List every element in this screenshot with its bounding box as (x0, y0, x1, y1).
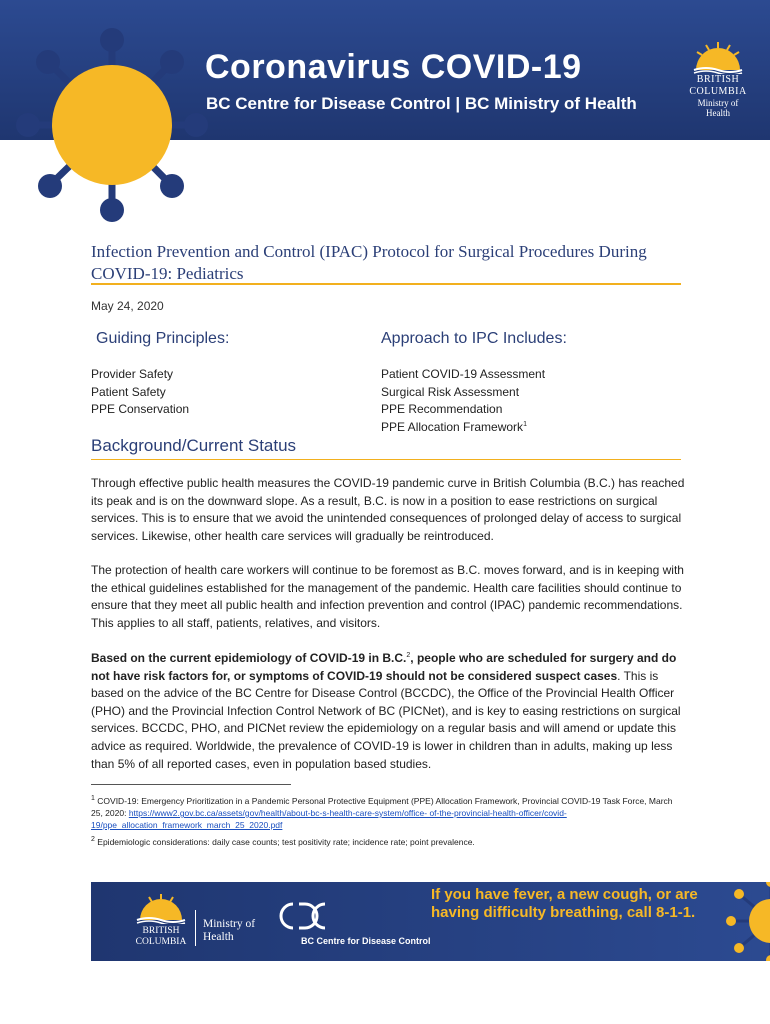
list-item: Provider Safety (91, 367, 174, 381)
background-divider (91, 459, 681, 460)
paragraph: Through effective public health measures the COVID-19 pandemic curve in British Columbia (B.C.) has reached its peak and is on the downward slope. As a result, B.C. is now in a position to ease restrictions on surgical services. This is to ensure that we avoid the unintended consequences of prolonged delay of access to surgical services. Likewise, other health care services will gradually be reintroduced. (91, 476, 685, 543)
footnote-number: 1 (91, 795, 95, 803)
ministry-line: Ministry of (203, 918, 256, 930)
sun-icon (686, 40, 750, 74)
approach-heading: Approach to IPC Includes: (381, 330, 567, 347)
footnote-number: 2 (91, 836, 95, 844)
footnote (91, 836, 681, 848)
footnote-text: COVID-19: Emergency Prioritization in a Pandemic Personal Protective Equipment (PPE) Allocation Framework, Provincial COVID-19 Task Force, March 25, 2020: (91, 796, 673, 818)
list-item: Patient COVID-19 Assessment (381, 367, 546, 381)
footer-logo-british: BRITISH (142, 926, 180, 936)
logo-text-columbia: COLUMBIA (689, 86, 747, 97)
approach-list (381, 366, 545, 436)
paragraph-text: . This is based on the advice of the BC Centre for Disease Control (BCCDC), the Office of the Provincial Health Officer (PHO) and the Provincial Infection Control Network of BC (PICNet), and is key to easing restrictions on surgical services. BCCDC, PHO, and PICNet review the epidemiology on a regular basis and will amend or update this advice as required. Worldwide, the prevalence of COVID-19 is lower in children than in adults, making up less than 5% of all reported cases, even in population based studies. (91, 668, 681, 771)
banner-subtitle: BC Centre for Disease Control | BC Ministry of Health (206, 94, 637, 113)
list-item: Surgical Risk Assessment (381, 384, 520, 399)
footer-divider (195, 910, 196, 946)
footnote-ref[interactable]: 1 (523, 420, 527, 428)
logo-text-ministry: Ministry of (697, 98, 739, 108)
list-item-text: PPE Allocation Framework (381, 419, 524, 434)
background-heading: Background/Current Status (91, 436, 297, 455)
footnote-divider (91, 784, 291, 785)
document-date: May 24, 2020 (91, 299, 164, 313)
logo-text-british: BRITISH (696, 74, 740, 85)
title-divider (91, 283, 681, 285)
paragraph: The protection of health care workers will continue to be foremost as B.C. moves forward, and is in keeping with the ethical guidelines established for the management of the pandemic. Health care facilities should continue to ensure that they meet all public health and infection prevention and control (IPAC) pandemic recommendations. This applies to all staff, patients, relatives, and visitors. (91, 563, 684, 630)
banner-title: Coronavirus COVID-19 (205, 48, 582, 86)
ministry-line: Health (203, 931, 234, 943)
coronavirus-icon (0, 0, 230, 235)
call-811-message (431, 886, 698, 922)
footnote-ref[interactable]: 2 (406, 652, 411, 659)
coronavirus-icon (725, 882, 770, 961)
message-line: If you have fever, a new cough, or are (431, 886, 698, 903)
logo-text-health: Health (706, 108, 730, 118)
bccdc-name: BC Centre for Disease Control (301, 936, 431, 946)
message-line: having difficulty breathing, call 8-1-1. (431, 904, 696, 921)
guiding-principles-list (91, 366, 189, 419)
list-item: Patient Safety (91, 384, 166, 399)
bold-text: Based on the current epidemiology of COVID-19 in B.C. (91, 651, 407, 665)
footnote (91, 795, 681, 831)
footer-banner (91, 882, 770, 961)
list-item: PPE Conservation (91, 402, 190, 416)
bccdc-logo-icon (279, 900, 329, 932)
list-item: PPE Recommendation (381, 402, 503, 416)
guiding-principles-heading: Guiding Principles: (96, 330, 230, 347)
bc-government-logo (131, 894, 191, 956)
sun-icon (131, 894, 191, 924)
footer-ministry (203, 918, 255, 944)
bc-government-logo (686, 40, 746, 120)
paragraph (91, 650, 691, 773)
bold-text: , people who are scheduled for surgery and do not have risk factors for, or symptoms of COVID-19 should not be considered suspect cases (91, 651, 677, 683)
list-item (381, 419, 545, 437)
document-title: Infection Prevention and Control (IPAC) Protocol for Surgical Procedures During COVID-19: Pediatrics (91, 242, 647, 283)
footnote-text: Epidemiologic considerations: daily case counts; test positivity rate; incidence rate; point prevalence. (97, 837, 475, 847)
footnote-link[interactable]: https://www2.gov.bc.ca/assets/gov/health/about-bc-s-health-care-system/office- of-the-provincial-health-officer/covid-19/ppe_allocation_framework_march_25_2020.pdf (91, 808, 567, 830)
footer-logo-columbia: COLUMBIA (135, 937, 187, 947)
